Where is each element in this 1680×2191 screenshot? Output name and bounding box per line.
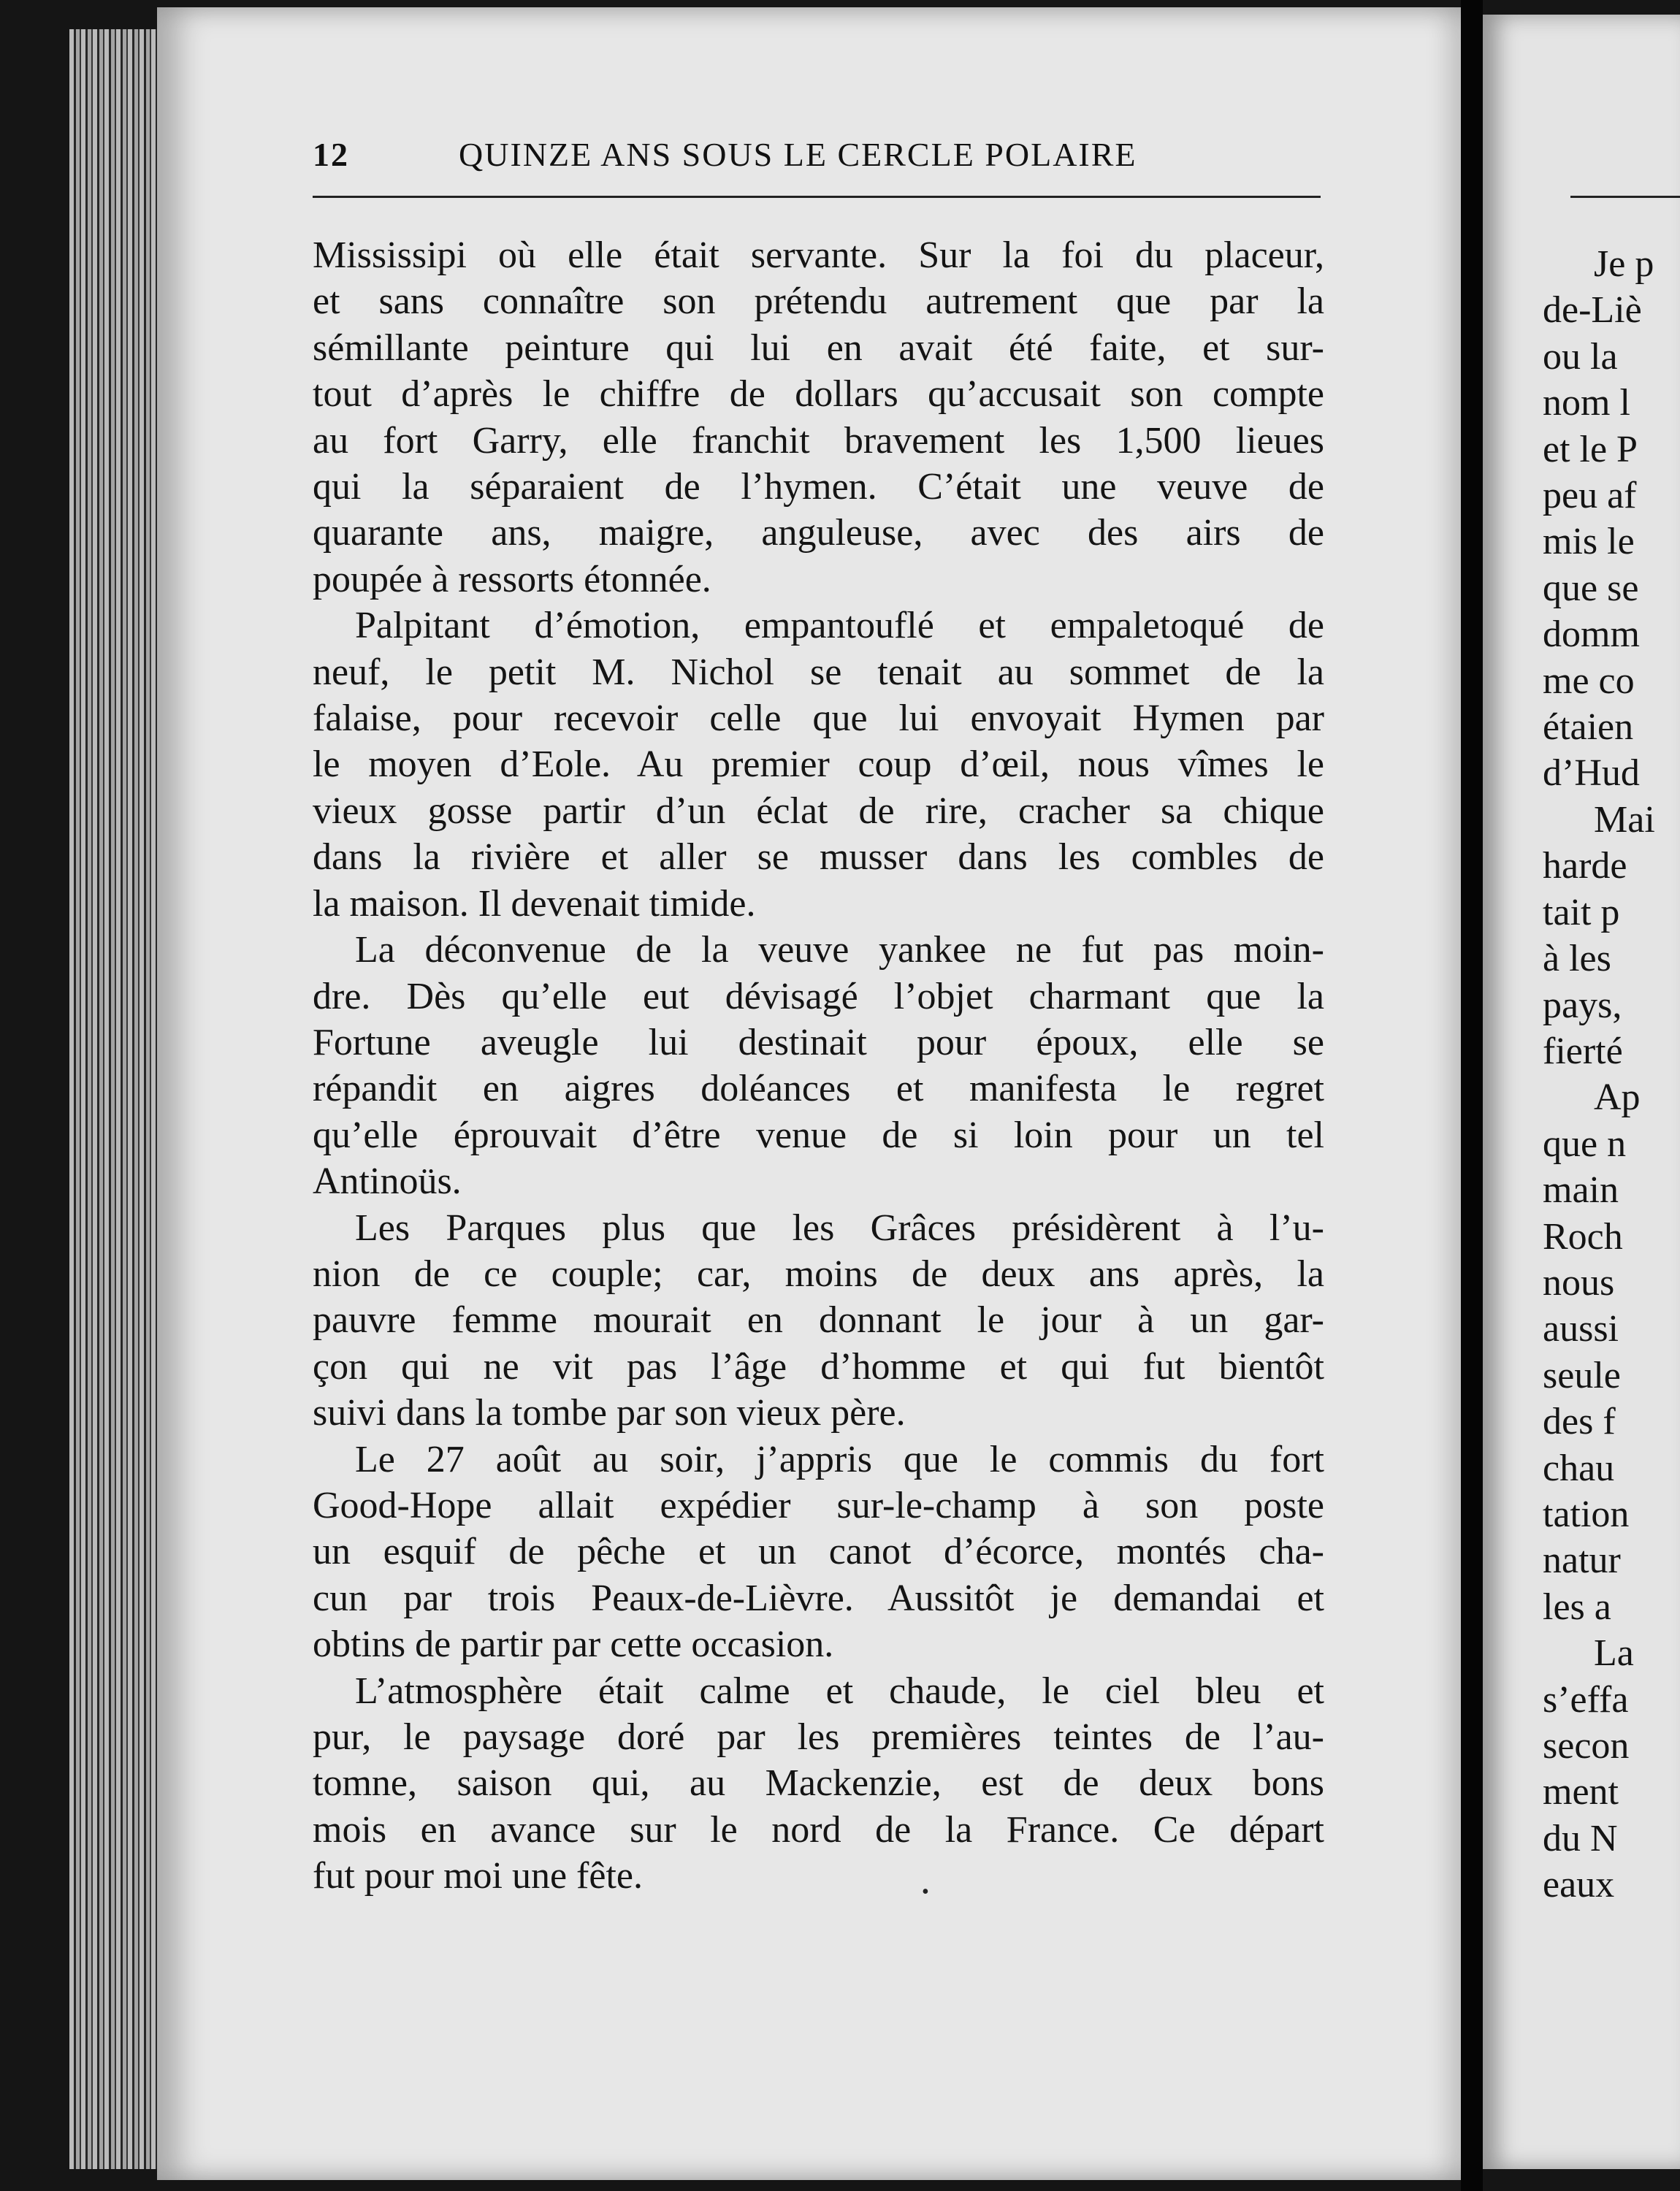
- text-line: suivi dans la tombe par son vieux père.: [313, 1392, 906, 1434]
- text-line: et sans connaître son prétendu autrement que par la: [313, 280, 1324, 323]
- facing-text-fragment: seule: [1543, 1354, 1621, 1396]
- page-edge-stack: [69, 29, 164, 2169]
- facing-text-fragment: peu af: [1543, 475, 1637, 517]
- text-line: nion de ce couple; car, moins de deux ans après, la: [313, 1253, 1324, 1295]
- facing-text-fragment: nous: [1543, 1261, 1615, 1304]
- facing-text-fragment: aussi: [1543, 1308, 1619, 1350]
- facing-text-fragment: nom l: [1543, 382, 1630, 424]
- facing-text-fragment: que se: [1543, 567, 1639, 609]
- facing-text-fragment: que n: [1543, 1123, 1627, 1165]
- facing-text-fragment: main: [1543, 1169, 1619, 1212]
- facing-text-fragment: harde: [1543, 845, 1627, 887]
- text-line: tomne, saison qui, au Mackenzie, est de deux bons: [313, 1762, 1324, 1805]
- facing-text-fragment: domm: [1543, 613, 1640, 656]
- facing-text-fragment: tait p: [1543, 891, 1620, 933]
- facing-text-fragment: La: [1594, 1632, 1634, 1675]
- text-line: mois en avance sur le nord de la France. Ce départ: [313, 1808, 1324, 1851]
- facing-text-fragment: ou la: [1543, 335, 1618, 378]
- facing-text-fragment: Roch: [1543, 1215, 1623, 1258]
- text-line: pauvre femme mourait en donnant le jour à un gar-: [313, 1299, 1324, 1342]
- facing-text-fragment: Ap: [1594, 1077, 1641, 1119]
- facing-text-fragment: Je p: [1594, 243, 1654, 285]
- facing-text-fragment: ment: [1543, 1771, 1619, 1813]
- text-line: qui la séparaient de l’hymen. C’était une veuve de: [313, 466, 1324, 508]
- text-line: dans la rivière et aller se musser dans les combles de: [313, 836, 1324, 879]
- text-line: quarante ans, maigre, anguleuse, avec des airs de: [313, 512, 1324, 554]
- body-text: [313, 232, 1324, 1900]
- running-title: QUINZE ANS SOUS LE CERCLE POLAIRE: [459, 136, 1137, 173]
- text-line: répandit en aigres doléances et manifesta le regret: [313, 1068, 1324, 1110]
- facing-text-fragment: des f: [1543, 1401, 1616, 1443]
- text-line: Le 27 août au soir, j’appris que le commis du fort: [355, 1438, 1324, 1480]
- facing-text-fragment: étaien: [1543, 706, 1634, 749]
- book-gutter: [1461, 0, 1483, 2191]
- facing-text-fragment: et le P: [1543, 428, 1638, 470]
- header-rule: [313, 196, 1321, 198]
- text-line: sémillante peinture qui lui en avait été faite, et sur-: [313, 326, 1324, 369]
- text-line: pur, le paysage doré par les premières teintes de l’au-: [313, 1716, 1324, 1758]
- facing-text-fragment: du N: [1543, 1817, 1618, 1859]
- text-line: poupée à ressorts étonnée.: [313, 558, 711, 600]
- text-line: neuf, le petit M. Nichol se tenait au sommet de la: [313, 651, 1324, 693]
- facing-text-fragment: fierté: [1543, 1030, 1623, 1072]
- text-line: vieux gosse partir d’un éclat de rire, cracher sa chique: [313, 789, 1324, 832]
- text-line: Fortune aveugle lui destinait pour époux, elle se: [313, 1021, 1324, 1063]
- facing-page-text: [1543, 241, 1655, 1908]
- page-number: 12: [313, 136, 349, 173]
- facing-text-fragment: tation: [1543, 1493, 1630, 1535]
- facing-text-fragment: d’Hud: [1543, 752, 1640, 795]
- facing-text-fragment: chau: [1543, 1447, 1615, 1489]
- text-line: L’atmosphère était calme et chaude, le ciel bleu et: [355, 1670, 1324, 1712]
- ornament-mark: •: [922, 1881, 929, 1903]
- facing-text-fragment: à les: [1543, 938, 1611, 980]
- facing-text-fragment: secon: [1543, 1725, 1630, 1767]
- text-line: Les Parques plus que les Grâces présidèrent à l’u-: [355, 1207, 1324, 1249]
- facing-text-fragment: de-Liè: [1543, 289, 1642, 332]
- text-line: au fort Garry, elle franchit bravement les 1,500 lieues: [313, 419, 1324, 462]
- text-line: cun par trois Peaux-de-Lièvre. Aussitôt je demandai et: [313, 1577, 1324, 1619]
- text-line: la maison. Il devenait timide.: [313, 882, 756, 925]
- text-line: falaise, pour recevoir celle que lui envoyait Hymen par: [313, 697, 1324, 740]
- facing-text-fragment: Mai: [1594, 798, 1655, 841]
- text-line: obtins de partir par cette occasion.: [313, 1624, 834, 1666]
- facing-text-fragment: les a: [1543, 1586, 1611, 1628]
- text-line: fut pour moi une fête.: [313, 1855, 643, 1897]
- facing-text-fragment: pays,: [1543, 984, 1622, 1026]
- text-line: La déconvenue de la veuve yankee ne fut pas moin-: [355, 929, 1324, 971]
- text-line: tout d’après le chiffre de dollars qu’accusait son compte: [313, 373, 1324, 416]
- text-line: le moyen d’Eole. Au premier coup d’œil, nous vîmes le: [313, 743, 1324, 786]
- text-line: qu’elle éprouvait d’être venue de si loin pour un tel: [313, 1114, 1324, 1156]
- text-line: Antinoüs.: [313, 1160, 462, 1203]
- text-line: Good-Hope allait expédier sur-le-champ à son poste: [313, 1484, 1324, 1526]
- text-line: un esquif de pêche et un canot d’écorce, montés cha-: [313, 1531, 1324, 1573]
- text-line: Mississipi où elle était servante. Sur la foi du placeur,: [313, 234, 1324, 276]
- running-head: [313, 135, 1321, 186]
- text-line: çon qui ne vit pas l’âge d’homme et qui fut bientôt: [313, 1345, 1324, 1388]
- facing-text-fragment: natur: [1543, 1540, 1621, 1582]
- facing-text-fragment: s’effa: [1543, 1678, 1629, 1721]
- text-line: Palpitant d’émotion, empantouflé et empaletoqué de: [355, 605, 1324, 647]
- facing-text-fragment: me co: [1543, 659, 1635, 702]
- facing-text-fragment: eaux: [1543, 1864, 1615, 1906]
- facing-text-fragment: mis le: [1543, 521, 1635, 563]
- text-line: dre. Dès qu’elle eut dévisagé l’objet charmant que la: [313, 975, 1324, 1017]
- facing-header-rule: [1570, 196, 1680, 198]
